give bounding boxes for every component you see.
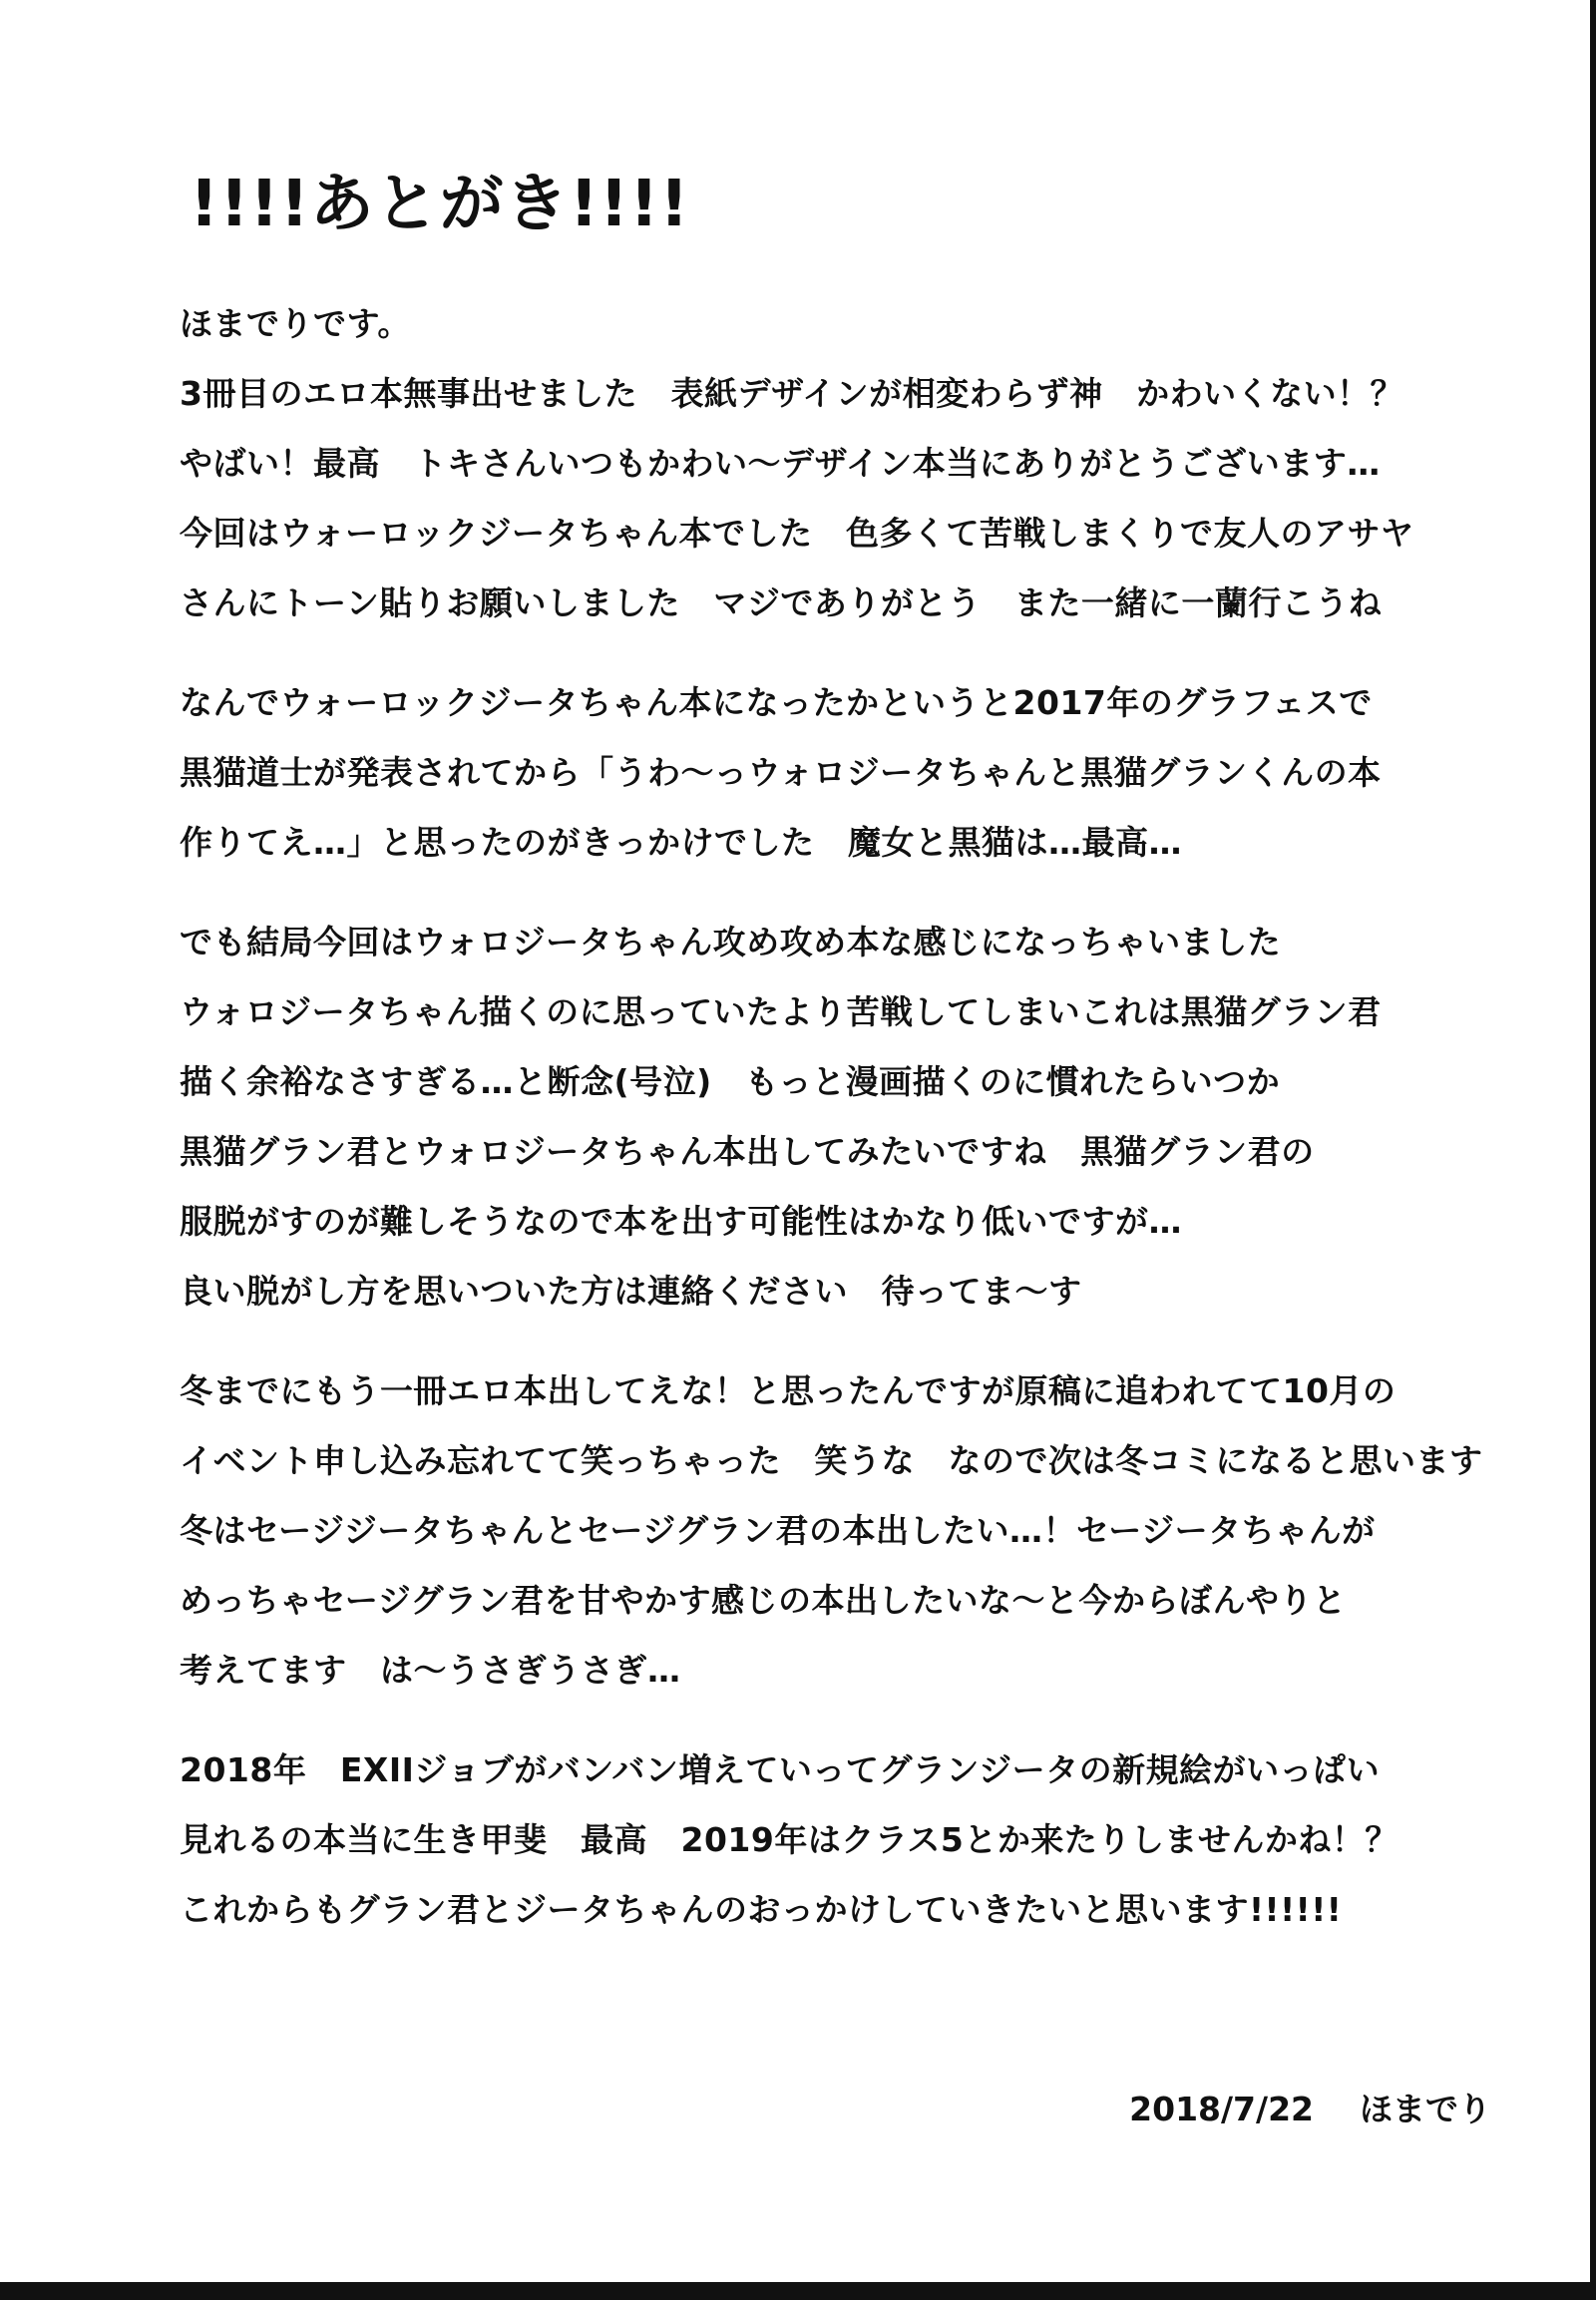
text-line: 今回はウォーロックジータちゃん本でした 色多くて苦戦しまくりで友人のアサヤ <box>180 514 1414 553</box>
text-line: めっちゃセージグラン君を甘やかす感じの本出したいな〜と今からぼんやりと <box>180 1581 1347 1620</box>
text-line: 見れるの本当に生き甲斐 最高 2019年はクラス5とか来たりしませんかね！？ <box>180 1820 1398 1859</box>
page-edge-bottom <box>0 2282 1596 2300</box>
text-line: ウォロジータちゃん描くのに思っていたより苦戦してしまいこれは黒猫グラン君 <box>180 992 1382 1031</box>
text-line: 描く余裕なさすぎる…と断念(号泣) もっと漫画描くのに慣れたらいつか <box>180 1062 1281 1101</box>
page-edge-right <box>1590 0 1596 2300</box>
page-title: !!!!あとがき!!!! <box>190 168 690 241</box>
text-line: これからもグラン君とジータちゃんのおっかけしていきたいと思います!!!!!! <box>180 1890 1343 1929</box>
text-line: 冬までにもう一冊エロ本出してえな！と思ったんですが原稿に追われてて10月の <box>180 1371 1396 1410</box>
paragraph-5 <box>180 1735 1516 1945</box>
text-line: 良い脱がし方を思いついた方は連絡ください 待ってま〜す <box>180 1272 1082 1311</box>
paragraph-4 <box>180 1356 1516 1706</box>
paragraph-2 <box>180 668 1516 878</box>
text-line: 黒猫道士が発表されてから「うわ〜っウォロジータちゃんと黒猫グランくんの本 <box>180 753 1382 792</box>
text-line: 冬はセージジータちゃんとセージグラン君の本出したい…！セージータちゃんが <box>180 1511 1376 1550</box>
text-line: 服脱がすのが難しそうなので本を出す可能性はかなり低いですが… <box>180 1202 1182 1241</box>
signature <box>1129 2080 1491 2139</box>
text-line: ほまでりです。 <box>180 304 411 343</box>
paragraph-3 <box>180 908 1516 1327</box>
text-line: やばい！最高 トキさんいつもかわい〜デザイン本当にありがとうございます… <box>180 444 1381 483</box>
signature-date: 2018/7/22 <box>1129 2090 1314 2128</box>
text-line: さんにトーン貼りお願いしました マジでありがとう また一緒に一蘭行こうね <box>180 583 1383 622</box>
text-line: イベント申し込み忘れてて笑っちゃった 笑うな なので次は冬コミになると思います <box>180 1441 1483 1480</box>
text-line: 考えてます は〜うさぎうさぎ… <box>180 1651 681 1690</box>
text-line: 3冊目のエロ本無事出せました 表紙デザインが相変わらず神 かわいくない！？ <box>180 374 1404 413</box>
signature-author: ほまでり <box>1360 2090 1491 2128</box>
text-line: なんでウォーロックジータちゃん本になったかというと2017年のグラフェスで <box>180 683 1373 722</box>
text-line: 作りてえ…」と思ったのがきっかけでした 魔女と黒猫は…最高… <box>180 823 1182 862</box>
text-line: 2018年 EXIIジョブがバンバン増えていってグランジータの新規絵がいっぱい <box>180 1750 1381 1789</box>
paragraph-1 <box>180 289 1516 638</box>
text-line: 黒猫グラン君とウォロジータちゃん本出してみたいですね 黒猫グラン君の <box>180 1132 1315 1171</box>
afterword-content <box>180 165 1516 1945</box>
text-line: でも結局今回はウォロジータちゃん攻め攻め本な感じになっちゃいました <box>180 923 1282 961</box>
